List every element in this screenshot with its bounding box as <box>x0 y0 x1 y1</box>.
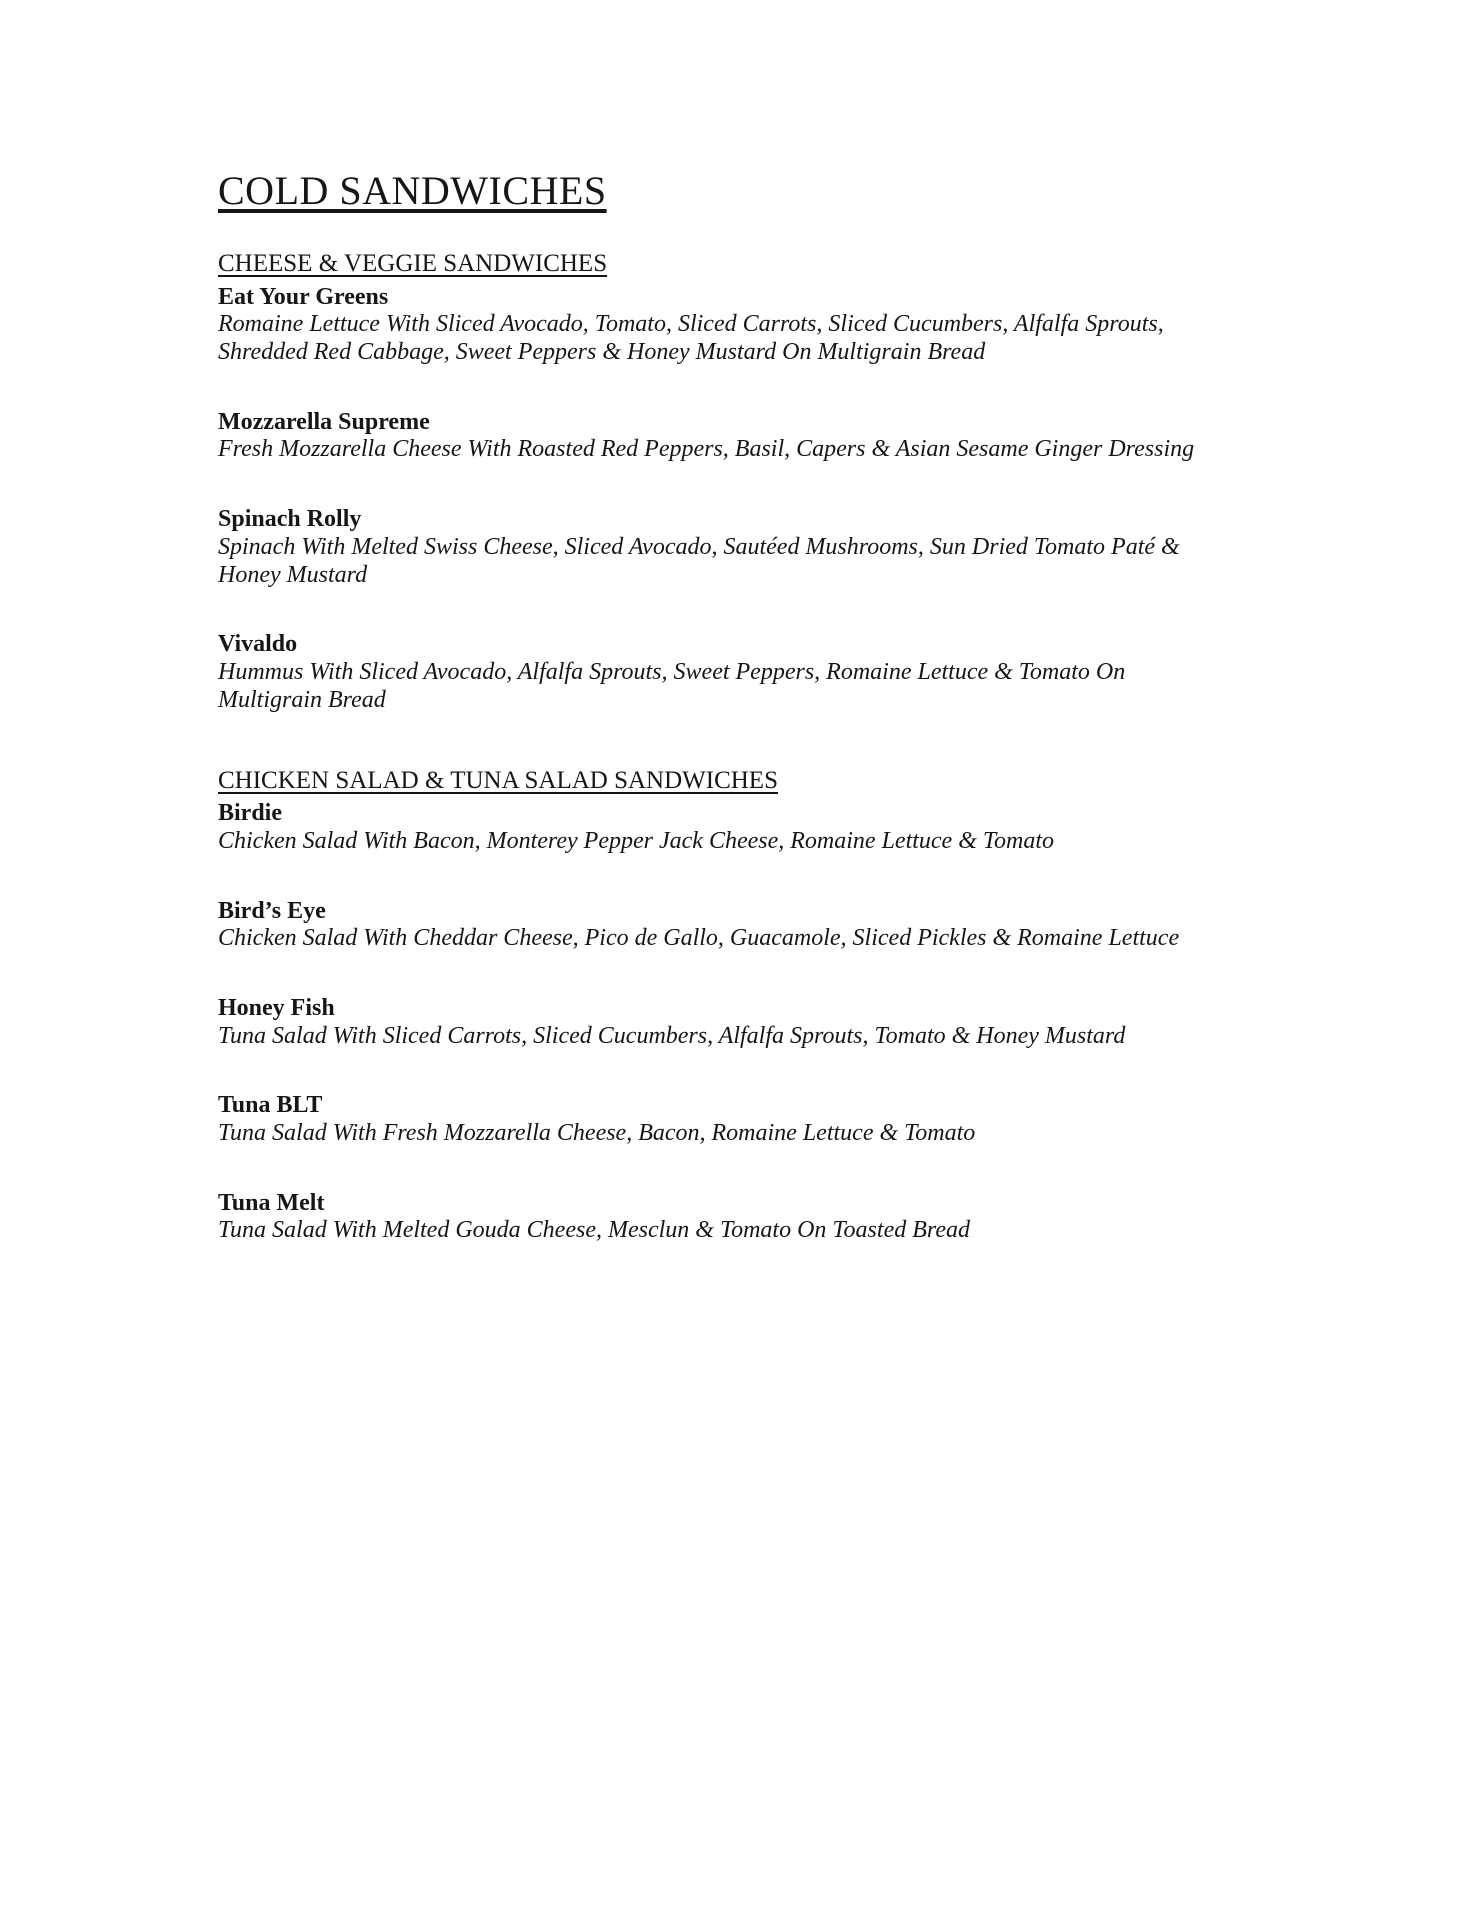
menu-item <box>218 409 1266 464</box>
item-description: Romaine Lettuce With Sliced Avocado, Tomato, Sliced Carrots, Sliced Cucumbers, Alfalfa Sprouts, Shredded Red Cabbage, Sweet Peppers & Honey Mustard On Multigrain Bread <box>218 311 1164 365</box>
menu-item <box>218 506 1266 589</box>
menu-section <box>218 765 1266 1246</box>
item-name: Tuna Melt <box>218 1189 325 1216</box>
menu-item <box>218 995 1266 1050</box>
item-description: Chicken Salad With Cheddar Cheese, Pico de Gallo, Guacamole, Sliced Pickles & Romaine Lettuce <box>218 925 1180 952</box>
menu-item <box>218 284 1266 367</box>
menu-item <box>218 1190 1266 1245</box>
item-description: Hummus With Sliced Avocado, Alfalfa Sprouts, Sweet Peppers, Romaine Lettuce & Tomato On Multigrain Bread <box>218 659 1126 713</box>
item-name: Honey Fish <box>218 995 335 1022</box>
menu-item <box>218 1092 1266 1147</box>
item-name: Vivaldo <box>218 631 298 658</box>
section-items <box>218 800 1266 1245</box>
section-heading: CHEESE & VEGGIE SANDWICHES <box>218 250 608 277</box>
item-description: Tuna Salad With Fresh Mozzarella Cheese, Bacon, Romaine Lettuce & Tomato <box>218 1120 976 1147</box>
item-description: Chicken Salad With Bacon, Monterey Pepper Jack Cheese, Romaine Lettuce & Tomato <box>218 827 1055 854</box>
menu-item <box>218 631 1266 714</box>
item-description: Tuna Salad With Melted Gouda Cheese, Mesclun & Tomato On Toasted Bread <box>218 1217 970 1244</box>
item-description: Fresh Mozzarella Cheese With Roasted Red Peppers, Basil, Capers & Asian Sesame Ginger Dressing <box>218 436 1195 463</box>
item-name: Spinach Rolly <box>218 506 362 533</box>
menu-sections <box>218 248 1266 1245</box>
menu-section <box>218 248 1266 715</box>
item-name: Tuna BLT <box>218 1092 323 1119</box>
item-name: Mozzarella Supreme <box>218 408 430 435</box>
menu-item <box>218 898 1266 953</box>
item-description: Tuna Salad With Sliced Carrots, Sliced Cucumbers, Alfalfa Sprouts, Tomato & Honey Mustard <box>218 1022 1126 1049</box>
menu-item <box>218 800 1266 855</box>
item-name: Birdie <box>218 800 282 827</box>
section-items <box>218 284 1266 715</box>
section-heading: CHICKEN SALAD & TUNA SALAD SANDWICHES <box>218 766 778 794</box>
item-description: Spinach With Melted Swiss Cheese, Sliced Avocado, Sautéed Mushrooms, Sun Dried Tomato Paté & Honey Mustard <box>218 533 1180 588</box>
page-title: COLD SANDWICHES <box>218 168 607 213</box>
item-name: Bird’s Eye <box>218 897 326 924</box>
item-name: Eat Your Greens <box>218 283 389 310</box>
